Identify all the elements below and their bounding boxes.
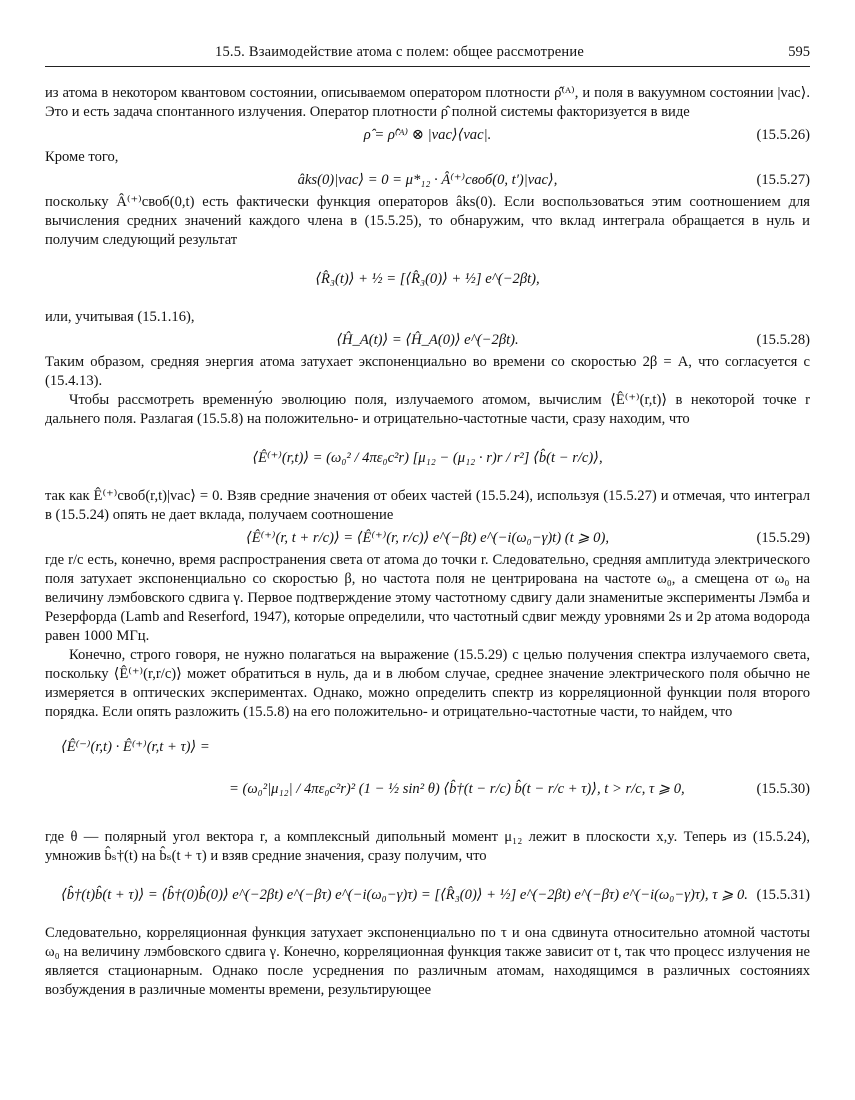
equation-number: (15.5.29): [756, 530, 810, 546]
equation-formula: âks(0)|vac⟩ = 0 = μ*₁₂ · Â⁽⁺⁾своб(0, t′)|vac⟩,: [297, 172, 558, 188]
paragraph: Чтобы рассмотреть временну́ю эволюцию поля, излучаемого атомом, вычислим ⟨Ê⁽⁺⁾(r,t)⟩ в некоторой точке r дальнего поля. Разлагая (15.5.8) на положительно- и отрицательно-частотные части, сразу находим, что: [45, 392, 810, 427]
paragraph: Кроме того,: [45, 149, 119, 165]
paragraph: так как Ê⁽⁺⁾своб(r,t)|vac⟩ = 0. Взяв средние значения от обеих частей (15.5.24), используя (15.5.27) и отмечая, что интеграл в (15.5.24) опять не дает вклада, получаем соотношение: [45, 488, 810, 523]
paragraph: поскольку Â⁽⁺⁾своб(0,t) есть фактически функция операторов âks(0). Если воспользоваться этим соотношением для вычисления средних значений каждого члена в (15.5.25), то обнаружим, что вклад интеграла обращается в нуль и получим следующий результат: [45, 194, 810, 248]
equation-15-5-29: [45, 527, 810, 549]
equation-formula: ⟨Ê⁽⁺⁾(r,t)⟩ = (ω₀² / 4πε₀c²r) [μ₁₂ − (μ₁₂ · r)r / r²] ⟨b̂(t − r/c)⟩,: [252, 450, 603, 466]
equation-15-5-26: [45, 124, 810, 146]
equation-formula: ⟨b̂†(t)b̂(t + τ)⟩ = ⟨b̂†(0)b̂(0)⟩ e^(−2βt) e^(−βτ) e^(−i(ω₀−γ)τ) = [⟨R̂₃(0)⟩ + ½] e^(−2βt) e^(−βτ) e^(−i(ω₀−γ)τ), τ ⩾ 0.: [61, 887, 748, 903]
paragraph: из атома в некотором квантовом состоянии, описываемом оператором плотности ρ̂⁽ᴬ⁾, и поля в вакуумном состоянии |vac⟩. Это и есть задача спонтанного излучения. Оператор плотности ρ̂ полной системы факторизуется в виде: [45, 85, 810, 120]
section-title: 15.5. Взаимодействие атома с полем: общее рассмотрение: [215, 44, 584, 60]
equation-15-5-30: [45, 730, 810, 820]
running-header: [45, 36, 810, 62]
equation-formula-line-2: = (ω₀²|μ₁₂| / 4πε₀c²r)² (1 − ½ sin² θ) ⟨b̂†(t − r/c) b̂(t − r/c + τ)⟩, t > r/c, τ ⩾ 0,: [229, 781, 685, 797]
equation-number: (15.5.27): [756, 172, 810, 188]
equation-r3: [45, 256, 810, 302]
equation-15-5-31: [45, 872, 810, 918]
equation-number: (15.5.31): [756, 887, 810, 903]
equation-formula: ⟨R̂₃(t)⟩ + ½ = [⟨R̂₃(0)⟩ + ½] e^(−2βt),: [315, 271, 540, 287]
equation-number: (15.5.28): [756, 332, 810, 348]
equation-formula: ⟨Ê⁽⁺⁾(r, t + r/c)⟩ = ⟨Ê⁽⁺⁾(r, r/c)⟩ e^(−βt) e^(−i(ω₀−γ)t) (t ⩾ 0),: [246, 530, 609, 546]
equation-formula-line-1: ⟨Ê⁽⁻⁾(r,t) · Ê⁽⁺⁾(r,t + τ)⟩ =: [61, 739, 210, 755]
paragraph: Таким образом, средняя энергия атома затухает экспоненциально во времени со скоростью 2β = A, что согласуется с (15.4.13).: [45, 354, 810, 389]
equation-formula: ⟨Ĥ_A(t)⟩ = ⟨Ĥ_A(0)⟩ e^(−2βt).: [336, 332, 519, 348]
paragraph: или, учитывая (15.1.16),: [45, 309, 195, 325]
equation-number: (15.5.26): [756, 127, 810, 143]
equation-15-5-27: [45, 169, 810, 191]
paragraph: Следовательно, корреляционная функция затухает экспоненциально по τ и она сдвинута относительно атомной частоты ω₀ на величину лэмбовского сдвига γ. Конечно, корреляционная функция также зависит от t, так что процесс излучения не является стационарным. Однако после усреднения по различным атомам, находящимся в различных состояниях возбуждения в различные моменты времени, результирующее: [45, 925, 810, 998]
equation-formula: ρ̂ = ρ̂⁽ᴬ⁾ ⊗ |vac⟩⟨vac|.: [363, 127, 492, 143]
equation-field-mean: [45, 435, 810, 481]
paragraph: где θ — полярный угол вектора r, а комплексный дипольный момент μ₁₂ лежит в плоскости x,y. Теперь из (15.5.24), умножив b̂ₛ†(t) на b̂ₛ(t + τ) и взяв средние значения, сразу получим, что: [45, 829, 810, 864]
book-page: [45, 36, 810, 998]
equation-number: (15.5.30): [756, 781, 810, 797]
page-number: 595: [788, 44, 810, 60]
equation-15-5-28: [45, 329, 810, 351]
paragraph: Конечно, строго говоря, не нужно полагаться на выражение (15.5.29) с целью получения спектра излучаемого света, поскольку ⟨Ê⁽⁺⁾(r,r/c)⟩ может обратиться в нуль, да и в любом случае, среднее значение электрического поля обычно не измеряется в оптических экспериментах. Однако, можно определить спектр из корреляционной функции поля второго порядка. Если опять разложить (15.5.8) на его положительно- и отрицательно-частотные части, то найдем, что: [45, 647, 810, 720]
page-body: [45, 84, 810, 1000]
header-rule: [45, 66, 810, 67]
paragraph: где r/c есть, конечно, время распространения света от атома до точки r. Следовательно, средняя амплитуда электрического поля затухает экспоненциально со скоростью β, но частота поля не центрирована на частоте ω₀, а смещена от ω₀ на величину лэмбовского сдвига γ. Первое подтверждение этому частотному сдвигу дали знаменитые эксперименты Лэмба и Резерфорда (Lamb and Reserford, 1947), которые определили, что частотный сдвиг между уровнями 2s и 2p атома водорода равен 1000 МГц.: [45, 552, 810, 644]
